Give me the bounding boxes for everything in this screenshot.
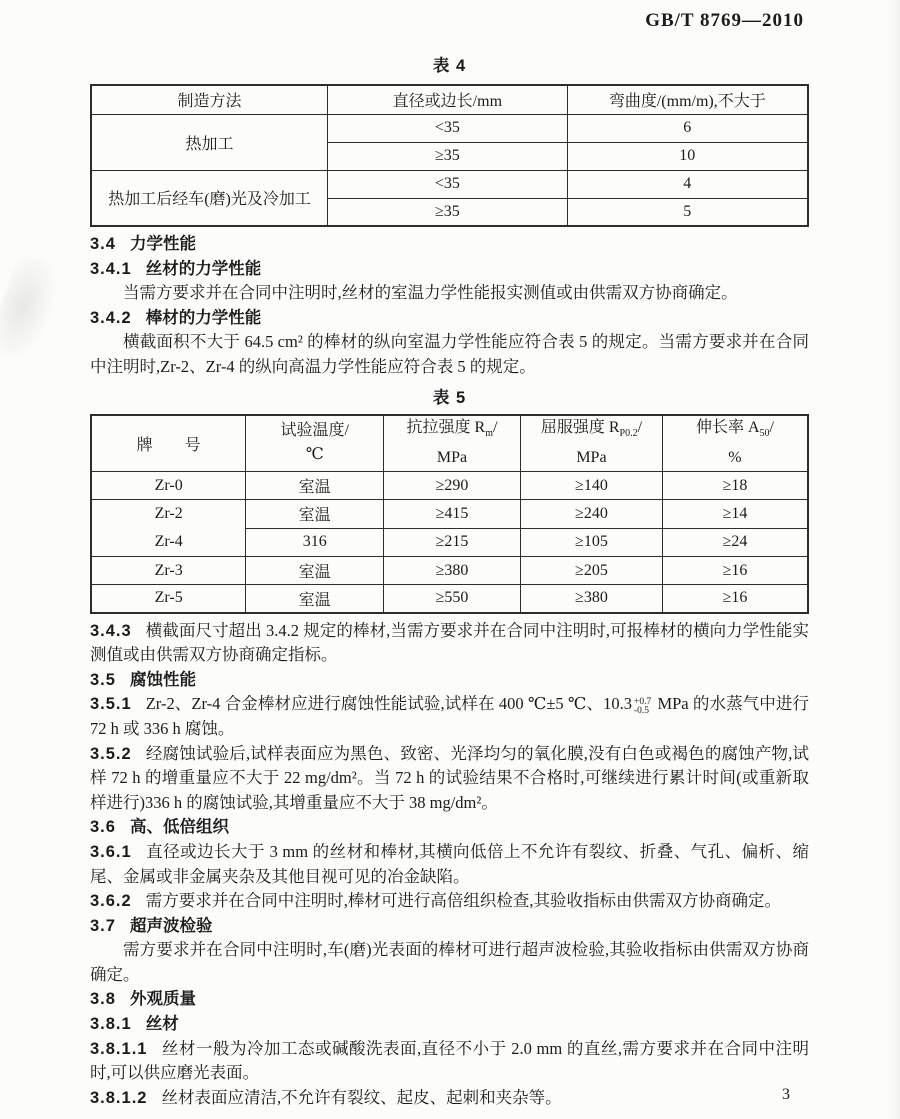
header-line [663,416,807,446]
header-line [384,416,520,446]
tolerance-stack [634,698,651,717]
table5-col-elongation [662,415,808,472]
grade-cell: Zr-5 [91,585,246,613]
table4-method-cell: 热加工 [91,114,328,170]
header-line: ℃ [305,446,324,464]
temp-cell: 室温 [246,500,384,529]
grade-line: Zr-2 [154,505,183,523]
clause-text: 直径或边长大于 3 mm 的丝材和棒材,其横向低倍上不允许有裂纹、折叠、气孔、偏析、缩尾、金属或非金属夹杂及其他目视可见的冶金缺陷。 [90,841,809,886]
table4-col-size: 直径或边长/mm [328,85,567,114]
slash: / [492,419,498,437]
subscript: m [485,428,493,440]
clause-number: 3.4 [90,235,116,253]
table4-col-method: 制造方法 [91,85,328,114]
heading-title: 腐蚀性能 [129,670,196,689]
temp-cell: 316 [246,528,384,557]
table4-method-cell: 热加工后经车(磨)光及冷加工 [91,170,328,226]
table5-caption: 表 5 [432,388,467,407]
table-row [91,557,808,585]
a-cell: ≥24 [662,528,808,557]
table4-size-cell: ≥35 [328,198,567,226]
rm-cell: ≥415 [384,500,521,529]
clause-number: 3.4.3 [90,621,132,640]
header-text: 伸长率 A [695,419,760,437]
header-unit: % [728,449,742,467]
clause-number: 3.4.1 [90,259,132,278]
temp-cell: 室温 [246,557,384,585]
paragraph: 横截面积不大于 64.5 cm² 的棒材的纵向室温力学性能应符合表 5 的规定。当需方要求并在合同中注明时,Zr-2、Zr-4 的纵向高温力学性能应符合表 5 的规定。 [90,332,809,376]
table5 [90,414,809,614]
table5-header-row [91,415,808,472]
heading-3-4-2 [90,306,809,331]
heading-title: 超声波检验 [129,916,213,935]
table4-size-cell: ≥35 [328,142,567,170]
rp-cell: ≥105 [520,528,662,557]
clause-text: 丝材一般为冷加工态或碱酸洗表面,直径不小于 2.0 mm 的直丝,需方要求并在合同中注明时,可以供应磨光表面。 [90,1038,809,1083]
clause-number: 3.4.2 [90,308,132,327]
heading-3-4 [90,232,809,257]
rm-cell: ≥550 [384,585,521,613]
header-text: 屈服强度 R [540,419,620,437]
slash: / [637,419,643,437]
table-row [91,472,808,500]
table4-col-bend: 弯曲度/(mm/m),不大于 [567,85,808,114]
a-cell: ≥14 [662,500,808,529]
scan-edge-shade [890,0,900,1119]
grade-line: Zr-4 [154,533,183,551]
clause-number: 3.8.1.2 [90,1088,148,1107]
page-number: 3 [782,1086,790,1103]
table-row [91,585,808,613]
clause-3-6-2 [90,889,809,914]
header-line: 试验温度/ [280,422,349,440]
rm-cell: ≥380 [384,557,521,585]
clause-text: 经腐蚀试验后,试样表面应为黑色、致密、光泽均匀的氧化膜,没有白色或褐色的腐蚀产物,试样 72 h 的增重量应不大于 22 mg/dm²。当 72 h 的试验结果不合格时,可继续进行累计时间(或重新取样进行)336 h 的腐蚀试验,其增重量应不大于 38 mg/dm²。 [90,743,809,812]
a-cell: ≥18 [662,472,808,500]
table-row [91,170,808,198]
page-content [90,52,809,1110]
clause-3-8-1-1 [90,1037,809,1086]
rp-cell: ≥140 [520,472,662,500]
clause-3-6-1 [90,840,809,889]
heading-title: 丝材的力学性能 [145,259,262,278]
table4-bend-cell: 5 [567,198,808,226]
heading-title: 力学性能 [129,235,196,253]
clause-number: 3.6.2 [90,892,132,911]
clause-number: 3.5.2 [90,744,132,763]
heading-title: 高、低倍组织 [129,818,229,837]
slash: / [769,419,774,437]
rm-cell: ≥290 [384,472,521,500]
standard-number: GB/T 8769—2010 [645,10,804,31]
clause-text: 丝材表面应清洁,不允许有裂纹、起皮、起刺和夹杂等。 [161,1087,562,1107]
heading-3-7 [90,914,809,939]
clause-number: 3.8 [90,990,116,1009]
header-text: 抗拉强度 R [406,419,486,437]
paragraph: 当需方要求并在合同中注明时,丝材的室温力学性能报实测值或由供需双方协商确定。 [123,283,738,303]
a-cell: ≥16 [662,557,808,585]
scan-smudge-artifact [0,253,68,374]
clause-text: Zr-2、Zr-4 合金棒材应进行腐蚀性能试验,试样在 400 ℃±5 ℃、10.3 [145,694,632,714]
clause-number: 3.8.1.1 [90,1039,148,1058]
heading-3-6 [90,815,809,840]
temp-cell: 室温 [246,472,384,500]
clause-text: 需方要求并在合同中注明时,棒材可进行高倍组织检查,其验收指标由供需双方协商确定。 [145,891,781,911]
heading-3-5 [90,668,809,693]
paragraph: 需方要求并在合同中注明时,车(磨)光表面的棒材可进行超声波检验,其验收指标由供需双方协商确定。 [90,940,809,984]
table-row [91,500,808,529]
table-row [91,114,808,142]
heading-title: 棒材的力学性能 [145,308,262,327]
clause-3-8-1-2 [90,1086,809,1111]
table4-bend-cell: 6 [567,114,808,142]
clause-3-4-3 [90,619,809,668]
rp-cell: ≥380 [520,585,662,613]
header-unit: MPa [436,449,468,467]
section-block-2 [90,619,809,1111]
header-unit: MPa [576,449,607,467]
header-line [521,416,662,446]
table5-col-grade: 牌 号 [91,415,246,472]
table4-size-cell: <35 [328,114,567,142]
heading-3-4-1 [90,257,809,282]
clause-number: 3.8.1 [90,1015,132,1034]
table4-size-cell: <35 [328,170,567,198]
grade-cell: Zr-3 [91,557,246,585]
rm-cell: ≥215 [384,528,521,557]
a-cell: ≥16 [662,585,808,613]
heading-title: 丝材 [145,1015,179,1034]
table4-bend-cell: 4 [567,170,808,198]
heading-3-8 [90,987,809,1012]
clause-number: 3.5 [90,670,116,689]
clause-3-5-1 [90,692,809,741]
table4-header-row [91,85,808,114]
grade-cell-merged [91,500,246,557]
rp-cell: ≥205 [520,557,662,585]
clause-text: MPa 的水蒸气中进行 72 h 或 336 h 腐蚀。 [90,694,810,738]
table5-col-yield [520,415,662,472]
tolerance-lower: -0.5 [633,706,650,717]
rp-cell: ≥240 [520,500,662,529]
grade-cell: Zr-0 [91,472,246,500]
temp-cell: 室温 [246,585,384,613]
tolerance-upper: +0.7 [633,696,652,707]
clause-number: 3.5.1 [90,695,132,714]
subscript: 50 [759,428,770,440]
clause-3-5-2 [90,742,809,816]
table5-col-temp [246,415,384,472]
table4-bend-cell: 10 [567,142,808,170]
clause-number: 3.7 [90,916,116,935]
clause-text: 横截面尺寸超出 3.4.2 规定的棒材,当需方要求并在合同中注明时,可报棒材的横向力学性能实测值或由供需双方协商确定指标。 [90,620,809,665]
heading-title: 外观质量 [129,990,196,1009]
clause-number: 3.6 [90,818,116,837]
subscript: P0.2 [619,428,638,440]
heading-3-8-1 [90,1012,809,1037]
table5-col-tensile [384,415,521,472]
table4 [90,84,809,227]
table4-caption: 表 4 [432,57,467,75]
clause-number: 3.6.1 [90,842,132,861]
section-block-1 [90,232,809,380]
